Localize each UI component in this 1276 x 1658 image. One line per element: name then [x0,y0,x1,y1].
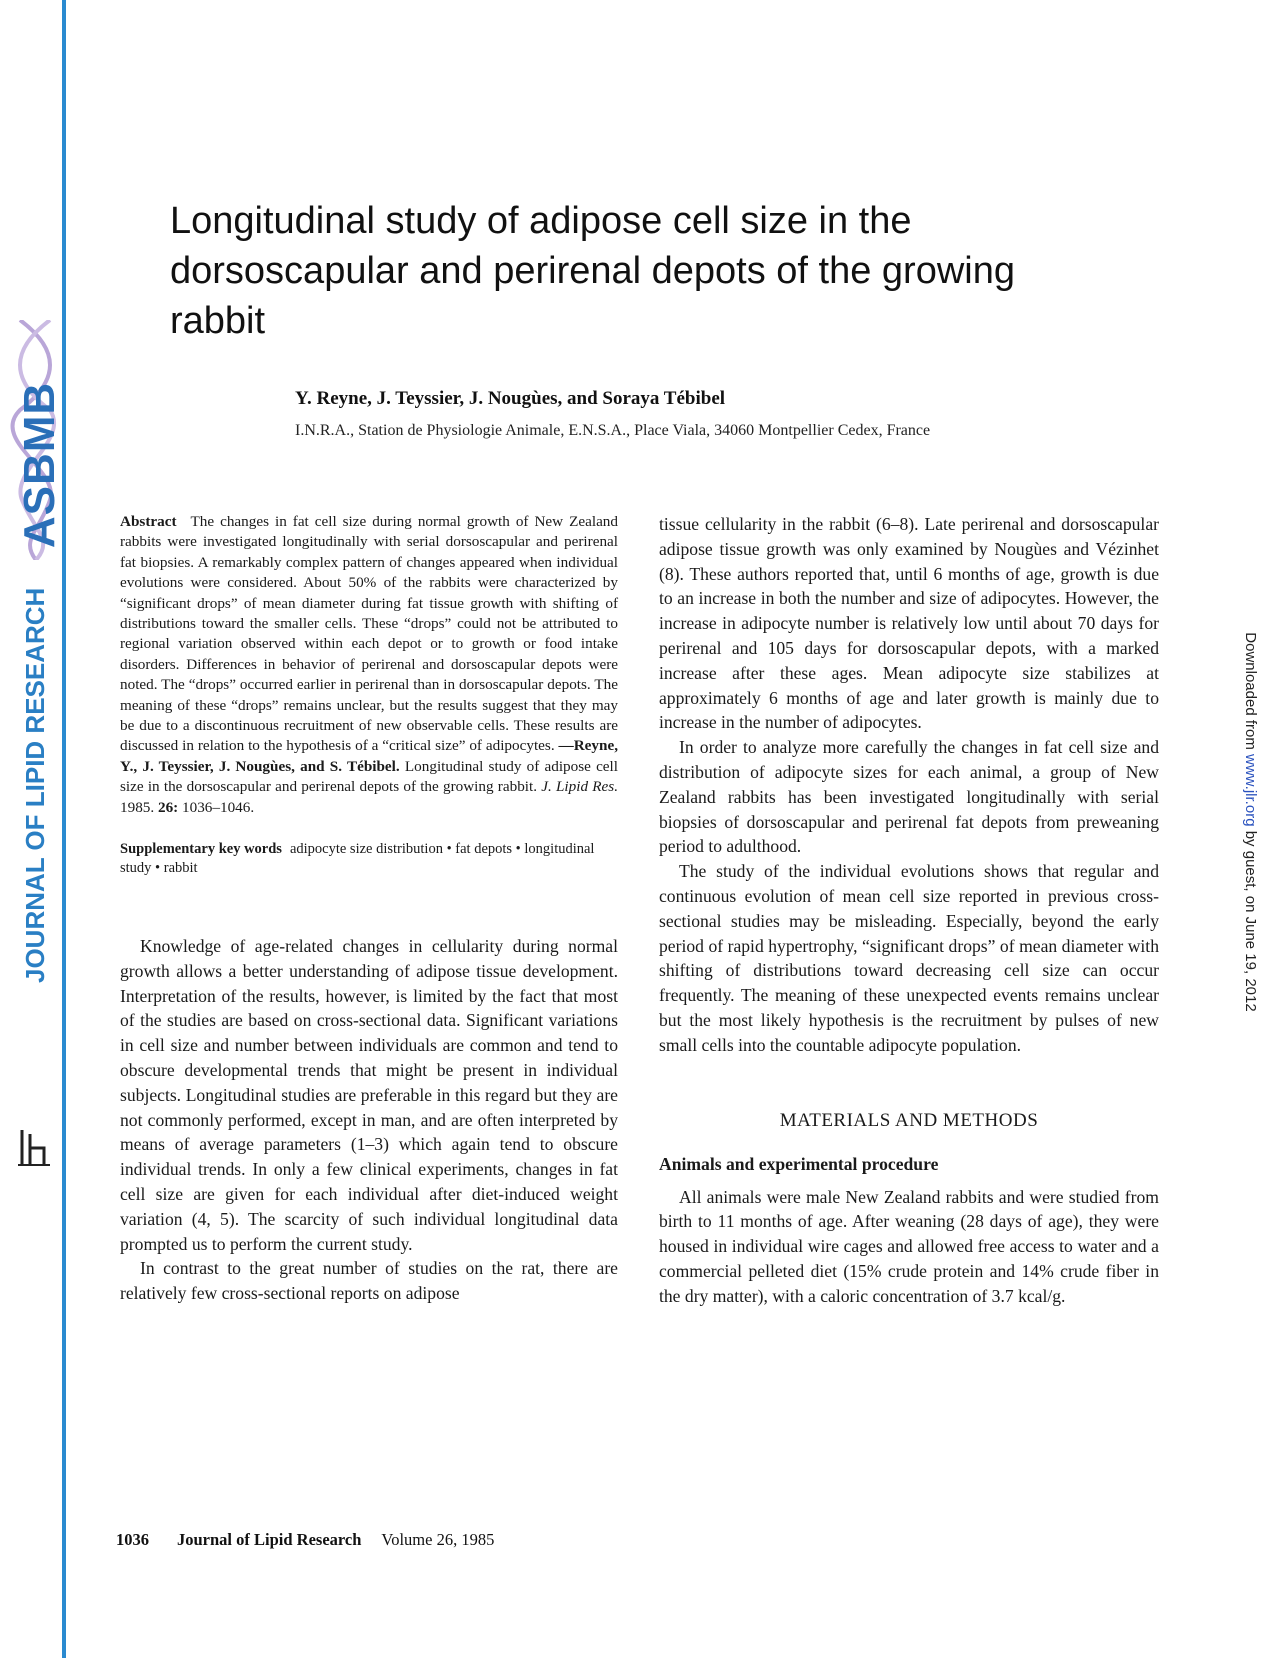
keywords-label: Supplementary key words [120,841,282,858]
methods-paragraph-1: All animals were male New Zealand rabbits and were studied from birth to 11 months of age. After weaning (28 days of age), they were housed in individual wire cages and allowed free access to water and a commercial pelleted diet (15% crude protein and 14% crude fiber in the dry matter), with a caloric concentration of 3.7 kcal/g. [659,1186,1159,1306]
subheading-animals: Animals and experimental procedure [659,1153,939,1174]
keywords [120,840,618,878]
introduction [120,934,618,1306]
download-suffix: by guest, on June 19, 2012 [1242,826,1259,1012]
citation-volume: 26: [157,798,179,816]
citation-journal: J. Lipid Res. [541,778,618,796]
right-paragraph-2: In order to analyze more carefully the changes in fat cell size and distribution of adipocyte sizes for each animal, a group of New Zealand rabbits has been investigated longitudinally with serial biopsies of dorsoscapular and perirenal fat depots from preweaning period to adulthood. [659,737,1159,857]
citation-authors: —Reyne, Y., J. Teyssier, J. Nougùes, and S. Tébibel. [120,737,619,775]
sidebar-rule [62,0,66,1658]
jlr-logo-icon [14,1128,54,1168]
right-paragraph-3: The study of the individual evolutions shows that regular and continuous evolution of mean cell size reported in previous cross-sectional studies may be misleading. Especially, beyond the early period of rapid hypertrophy, “significant drops” of mean diameter with shifting of distributions toward decreasing cell size can occur frequently. The meaning of these unexpected events remains unclear but the most likely hypothesis is the recruitment by pulses of new small cells into the countable adipocyte population. [659,861,1159,1055]
citation-year: 1985. [120,798,158,816]
intro-paragraph-1: Knowledge of age-related changes in cellularity during normal growth allows a better understanding of adipose tissue development. Interpretation of the results, however, is limited by the fact that most of the studies are based on cross-sectional data. Significant variations in cell size and number between individuals are common and tend to obscure developmental trends that might be present in individual subjects. Longitudinal studies are preferable in this regard but they are not commonly performed, except in man, and are often interpreted by means of average parameters (1–3) which again tend to obscure individual trends. In only a few clinical experiments, changes in fat cell size are given for each individual after diet-induced weight variation (4, 5). The scarcity of such individual longitudinal data prompted us to perform the current study. [120,936,618,1254]
page-number: 1036 [116,1530,149,1549]
footer-volume: Volume 26, 1985 [381,1530,495,1549]
right-column [659,512,1159,1309]
download-prefix: Downloaded from [1242,632,1259,755]
right-body [659,512,1159,1058]
right-paragraph-1: tissue cellularity in the rabbit (6–8). Late perirenal and dorsoscapular adipose tissue growth was only examined by Nougùes and Vézinhet (8). These authors reported that, until 6 months of age, growth is due to an increase in both the number and size of adipocytes. However, the increase in adipocyte number is relatively low until about 70 days for perirenal and 105 days for dorsoscapular depots, with a marked increase after these ages. Mean adipocyte size stabilizes at approximately 6 months of age and later growth is mainly due to increase in the number of adipocytes. [659,514,1159,733]
article-title: Longitudinal study of adipose cell size in the dorsoscapular and perirenal depots of the growing rabbit [170,200,1015,342]
left-column [120,512,618,1306]
abstract-text: The changes in fat cell size during normal growth of New Zealand rabbits were investigated longitudinally with serial dorsoscapular and perirenal fat biopsies. A remarkably complex pattern of changes appeared when individual evolutions were considered. About 50% of the rabbits were characterized by “significant drops” of mean diameter during fat tissue growth with shifting of distributions toward the smaller cells. These “drops” could not be attributed to regional variation observed within each depot or to growth or food intake disorders. Differences in behavior of perirenal and dorsoscapular depots were noted. The “drops” occurred earlier in perirenal than in dorsoscapular depots. The meaning of these “drops” remains unclear, but the results suggest that they may be due to a discontinuous recruitment of new observable cells. These results are discussed in relation to the hypothesis of a “critical size” of adipocytes. [120,513,618,755]
abstract [120,512,618,818]
article-affiliation: I.N.R.A., Station de Physiologie Animale, E.N.S.A., Place Viala, 34060 Montpellier Cedex, France [295,422,931,439]
citation-pages: 1036–1046. [178,798,255,816]
article-authors: Y. Reyne, J. Teyssier, J. Nougùes, and Soraya Tébibel [295,388,726,409]
footer-journal: Journal of Lipid Research [177,1530,362,1549]
section-heading-methods: MATERIALS AND METHODS [779,1109,1039,1131]
journal-name-vertical: JOURNAL OF LIPID RESEARCH [20,587,50,983]
methods-body [659,1185,1159,1309]
jlr-link[interactable]: www.jlr.org [1242,754,1259,827]
page-footer [116,1530,816,1550]
intro-paragraph-2: In contrast to the great number of studies on the rat, there are relatively few cross-sectional reports on adipose [120,1258,618,1304]
abstract-label: Abstract [120,513,177,530]
asbmb-logo: ASBMB [15,381,64,549]
citation-text: Longitudinal study of adipose cell size in the dorsoscapular and perirenal depots of the growing rabbit. [120,757,618,796]
keywords-text: adipocyte size distribution • fat depots • longitudinal study • rabbit [120,841,595,877]
download-note [1238,612,1262,1032]
